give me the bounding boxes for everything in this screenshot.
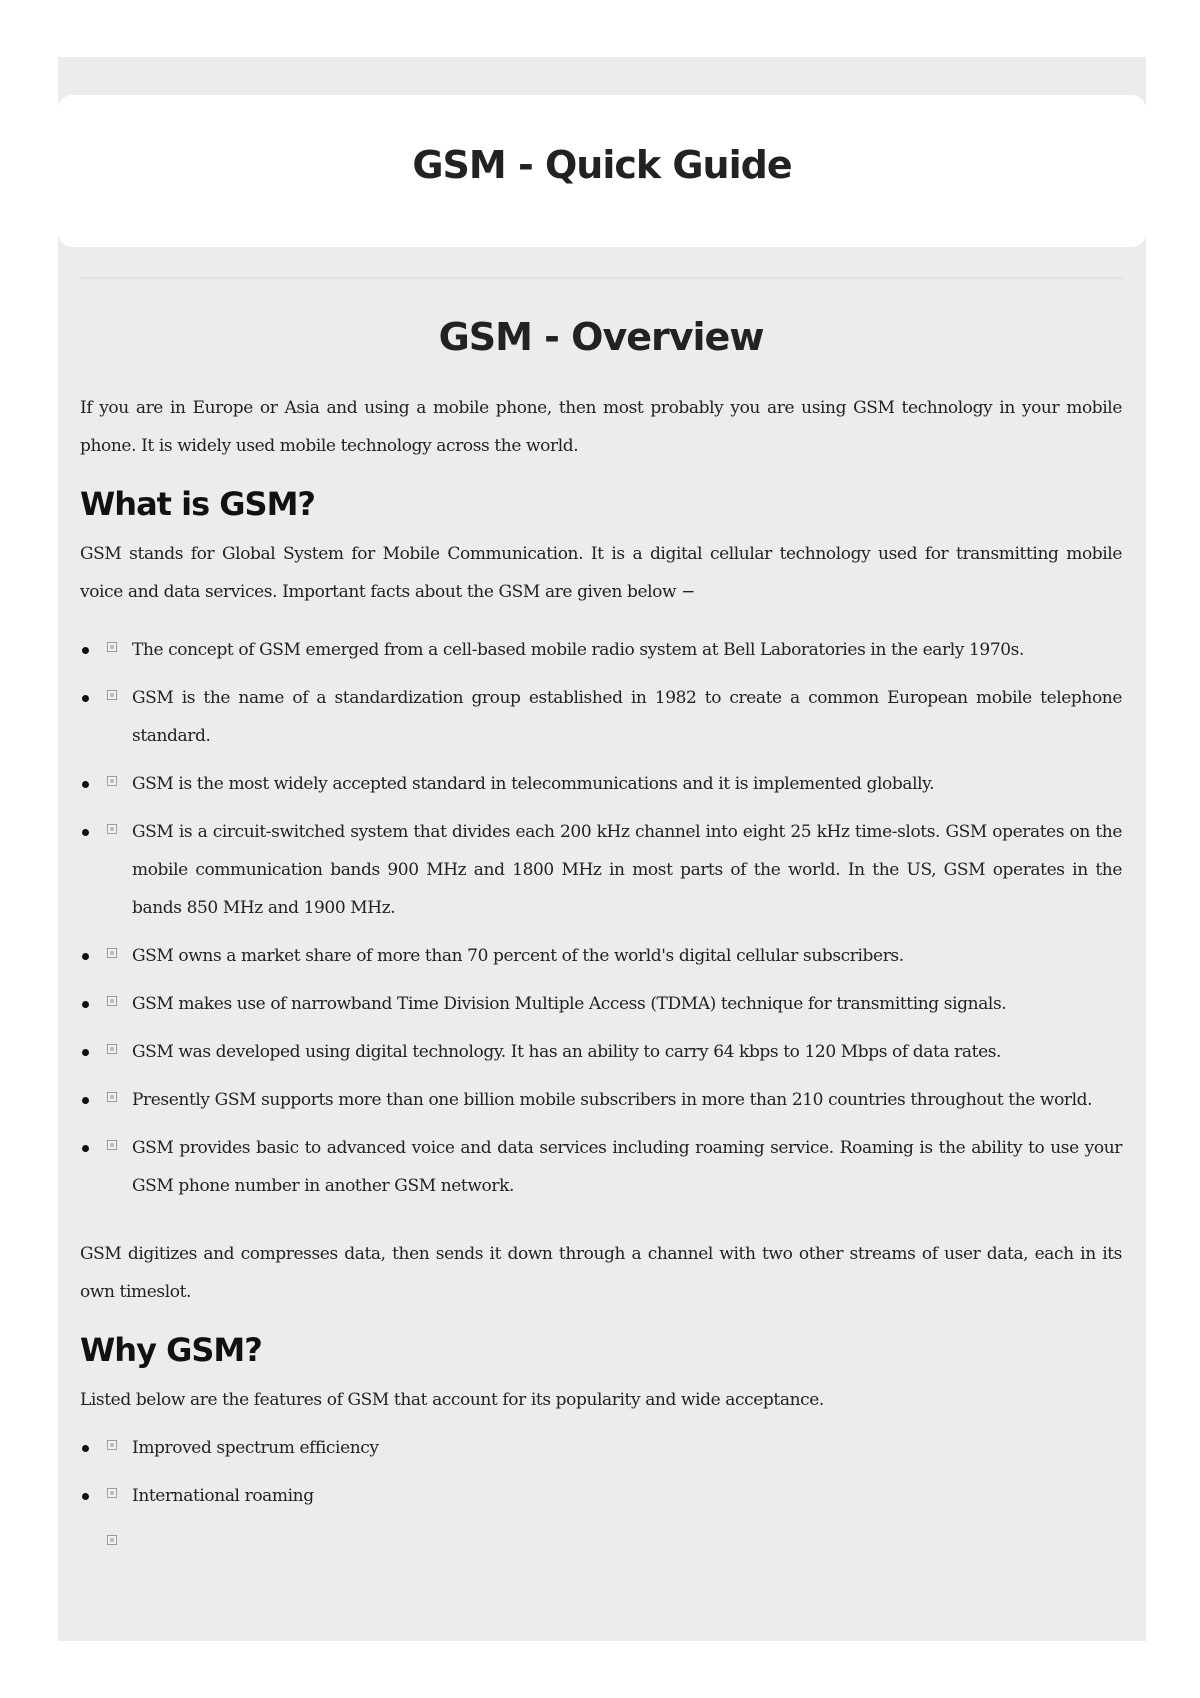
broken-image-icon	[107, 824, 117, 834]
document-page	[58, 57, 1146, 1641]
bullet-dot-icon	[82, 647, 89, 654]
what-is-gsm-paragraph: GSM stands for Global System for Mobile Communication. It is a digital cellular technology used for transmitting mobile voice and data services. Important facts about the GSM are given below −	[80, 544, 1122, 602]
bullet-dot-icon	[82, 953, 89, 960]
list-item	[80, 1033, 1122, 1071]
list-item-text: GSM is the name of a standardization group established in 1982 to create a common European mobile telephone standard.	[132, 688, 1122, 746]
list-item	[80, 1081, 1122, 1119]
facts-list	[80, 631, 1122, 1205]
list-item-text: GSM makes use of narrowband Time Division Multiple Access (TDMA) technique for transmitting signals.	[132, 994, 1007, 1014]
list-item	[80, 1477, 1122, 1515]
list-item	[80, 937, 1122, 975]
bullet-dot-icon	[82, 1445, 89, 1452]
bullet-dot-icon	[82, 1097, 89, 1104]
list-item	[80, 765, 1122, 803]
broken-image-icon	[107, 1140, 117, 1150]
list-item	[80, 631, 1122, 669]
list-item-text: GSM is a circuit-switched system that divides each 200 kHz channel into eight 25 kHz time-slots. GSM operates on the mobile communication bands 900 MHz and 1800 MHz in most parts of the world. In the US, GSM operates in the bands 850 MHz and 1900 MHz.	[132, 822, 1122, 918]
bullet-dot-icon	[82, 695, 89, 702]
list-item-text: Presently GSM supports more than one billion mobile subscribers in more than 210 countries throughout the world.	[132, 1090, 1093, 1110]
list-item-text: GSM was developed using digital technology. It has an ability to carry 64 kbps to 120 Mbps of data rates.	[132, 1042, 1002, 1062]
bullet-dot-icon	[82, 1001, 89, 1008]
bullet-dot-icon	[82, 1493, 89, 1500]
bullet-dot-icon	[82, 1049, 89, 1056]
list-item-text: International roaming	[132, 1486, 314, 1506]
broken-image-icon	[107, 642, 117, 652]
list-item	[80, 985, 1122, 1023]
list-item	[80, 1129, 1122, 1205]
list-item-text: GSM owns a market share of more than 70 percent of the world's digital cellular subscribers.	[132, 946, 904, 966]
why-gsm-heading: Why GSM?	[80, 1331, 262, 1369]
broken-image-icon	[107, 1044, 117, 1054]
list-item-text: Improved spectrum efficiency	[132, 1438, 379, 1458]
list-item-text: GSM provides basic to advanced voice and data services including roaming service. Roaming is the ability to use your GSM phone number in another GSM network.	[132, 1138, 1122, 1196]
broken-image-icon	[107, 1092, 117, 1102]
features-list	[80, 1429, 1122, 1545]
list-item-text: The concept of GSM emerged from a cell-based mobile radio system at Bell Laboratories in the early 1970s.	[132, 640, 1025, 660]
broken-image-icon	[107, 1535, 117, 1545]
broken-image-icon	[107, 690, 117, 700]
what-is-gsm-heading: What is GSM?	[80, 485, 315, 523]
bullet-dot-icon	[82, 781, 89, 788]
list-item	[80, 813, 1122, 927]
list-item	[80, 679, 1122, 755]
list-item	[80, 1525, 1122, 1545]
broken-image-icon	[107, 948, 117, 958]
page-title: GSM - Quick Guide	[412, 143, 792, 187]
bullet-dot-icon	[82, 829, 89, 836]
broken-image-icon	[107, 1440, 117, 1450]
title-card	[58, 95, 1146, 247]
section-title: GSM - Overview	[438, 315, 764, 359]
list-item	[80, 1429, 1122, 1467]
why-gsm-paragraph: Listed below are the features of GSM that account for its popularity and wide acceptance.	[80, 1390, 824, 1410]
broken-image-icon	[107, 996, 117, 1006]
intro-paragraph: If you are in Europe or Asia and using a mobile phone, then most probably you are using GSM technology in your mobile phone. It is widely used mobile technology across the world.	[80, 398, 1122, 456]
digitize-paragraph: GSM digitizes and compresses data, then sends it down through a channel with two other streams of user data, each in its own timeslot.	[80, 1244, 1122, 1302]
list-item-text: GSM is the most widely accepted standard in telecommunications and it is implemented globally.	[132, 774, 935, 794]
article-content	[80, 315, 1122, 1575]
broken-image-icon	[107, 1488, 117, 1498]
broken-image-icon	[107, 776, 117, 786]
bullet-dot-icon	[82, 1145, 89, 1152]
title-divider	[80, 277, 1124, 279]
